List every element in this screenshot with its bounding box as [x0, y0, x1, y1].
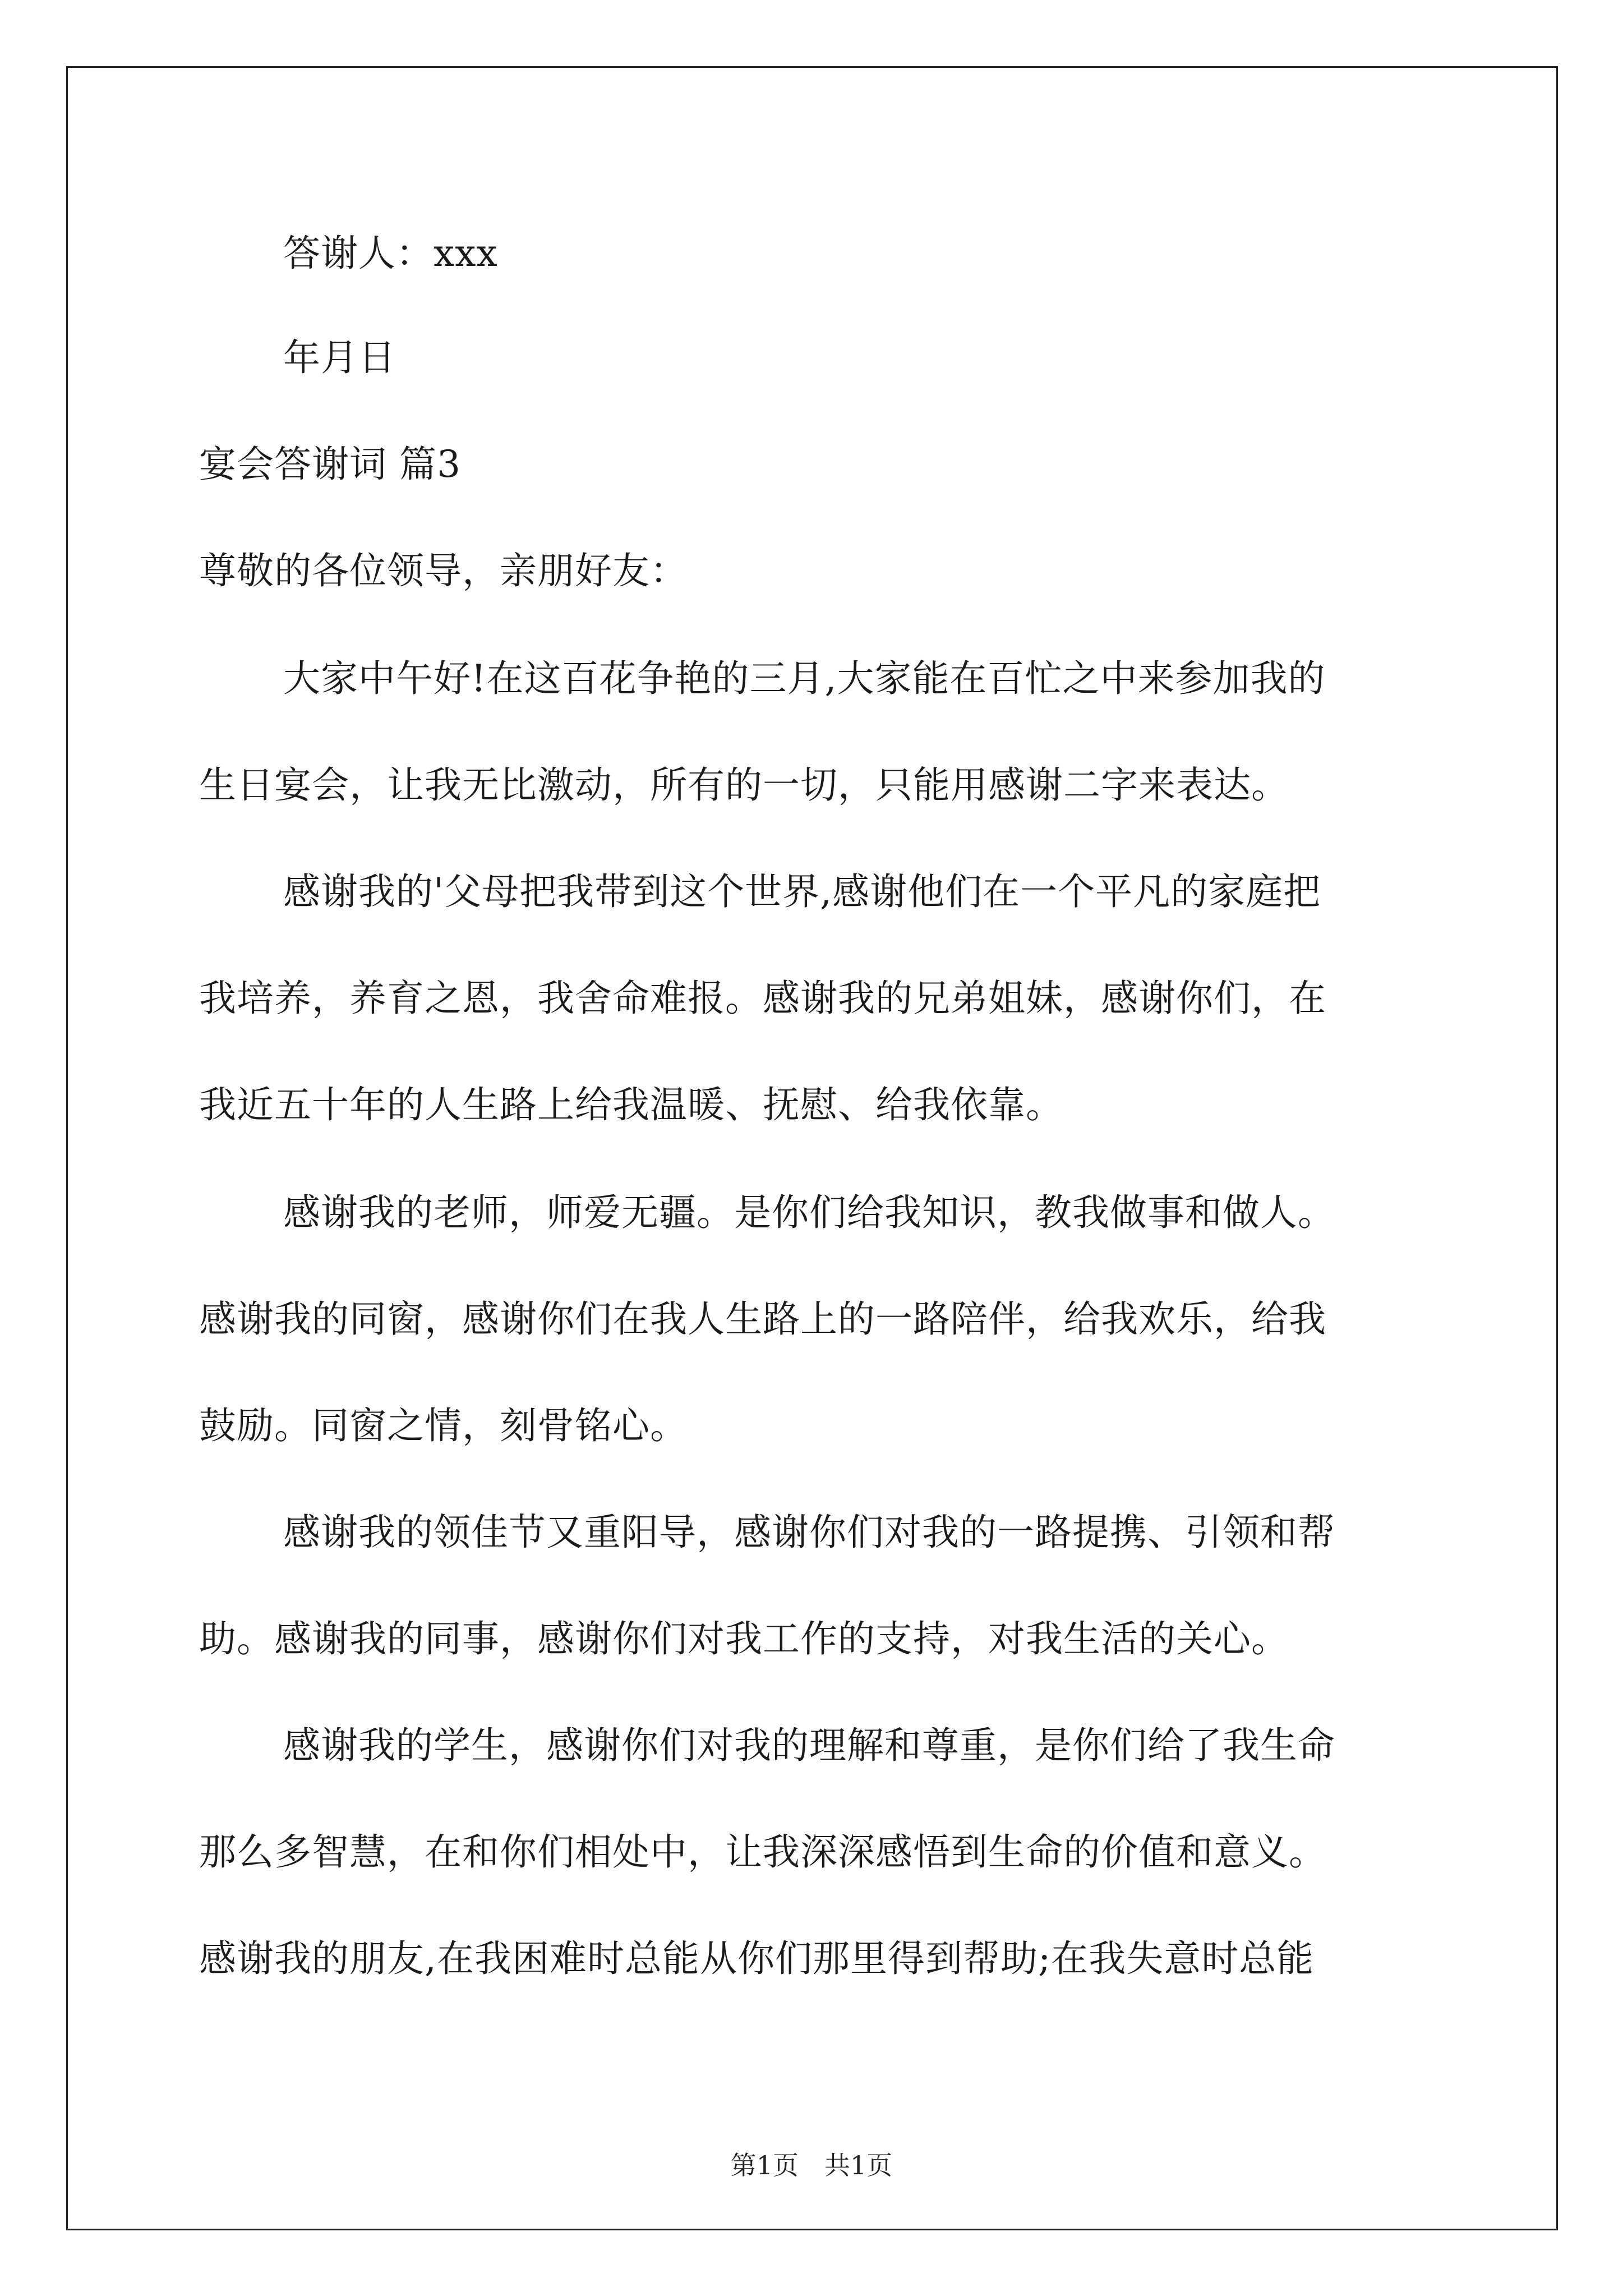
page-border — [66, 66, 1558, 2230]
date-line: 年月日 — [283, 336, 396, 379]
paragraph-line: 生日宴会，让我无比激动，所有的一切，只能用感谢二字来表达。 — [199, 763, 1289, 807]
paragraph-line: 感谢我的'父母把我带到这个世界,感谢他们在一个平凡的家庭把 — [283, 870, 1321, 913]
paragraph-line: 我培养，养育之恩，我舍命难报。感谢我的兄弟姐妹，感谢你们，在 — [199, 977, 1326, 1020]
paragraph-line: 大家中午好!在这百花争艳的三月,大家能在百忙之中来参加我的 — [283, 657, 1326, 700]
paragraph-line: 感谢我的老师，师爱无疆。是你们给我知识，教我做事和做人。 — [283, 1191, 1335, 1234]
paragraph-line: 感谢我的学生，感谢你们对我的理解和尊重，是你们给了我生命 — [283, 1724, 1335, 1767]
paragraph-line: 鼓励。同窗之情，刻骨铭心。 — [199, 1404, 688, 1447]
page-footer: 第1页 共1页 — [730, 2150, 893, 2180]
section-heading: 宴会答谢词 篇3 — [199, 443, 461, 486]
paragraph-line: 感谢我的朋友,在我困难时总能从你们那里得到帮助;在我失意时总能 — [199, 1937, 1315, 1980]
paragraph-line: 感谢我的同窗，感谢你们在我人生路上的一路陪伴，给我欢乐，给我 — [199, 1297, 1326, 1341]
signature-line: 答谢人：xxx — [283, 232, 498, 275]
paragraph-line: 我近五十年的人生路上给我温暖、抚慰、给我依靠。 — [199, 1083, 1063, 1126]
paragraph-line: 助。感谢我的同事，感谢你们对我工作的支持，对我生活的关心。 — [199, 1617, 1289, 1660]
paragraph-line: 那么多智慧，在和你们相处中，让我深深感悟到生命的价值和意义。 — [199, 1830, 1326, 1874]
paragraph-line: 感谢我的领佳节又重阳导，感谢你们对我的一路提携、引领和帮 — [283, 1511, 1335, 1554]
salutation-line: 尊敬的各位领导，亲朋好友： — [199, 549, 688, 592]
